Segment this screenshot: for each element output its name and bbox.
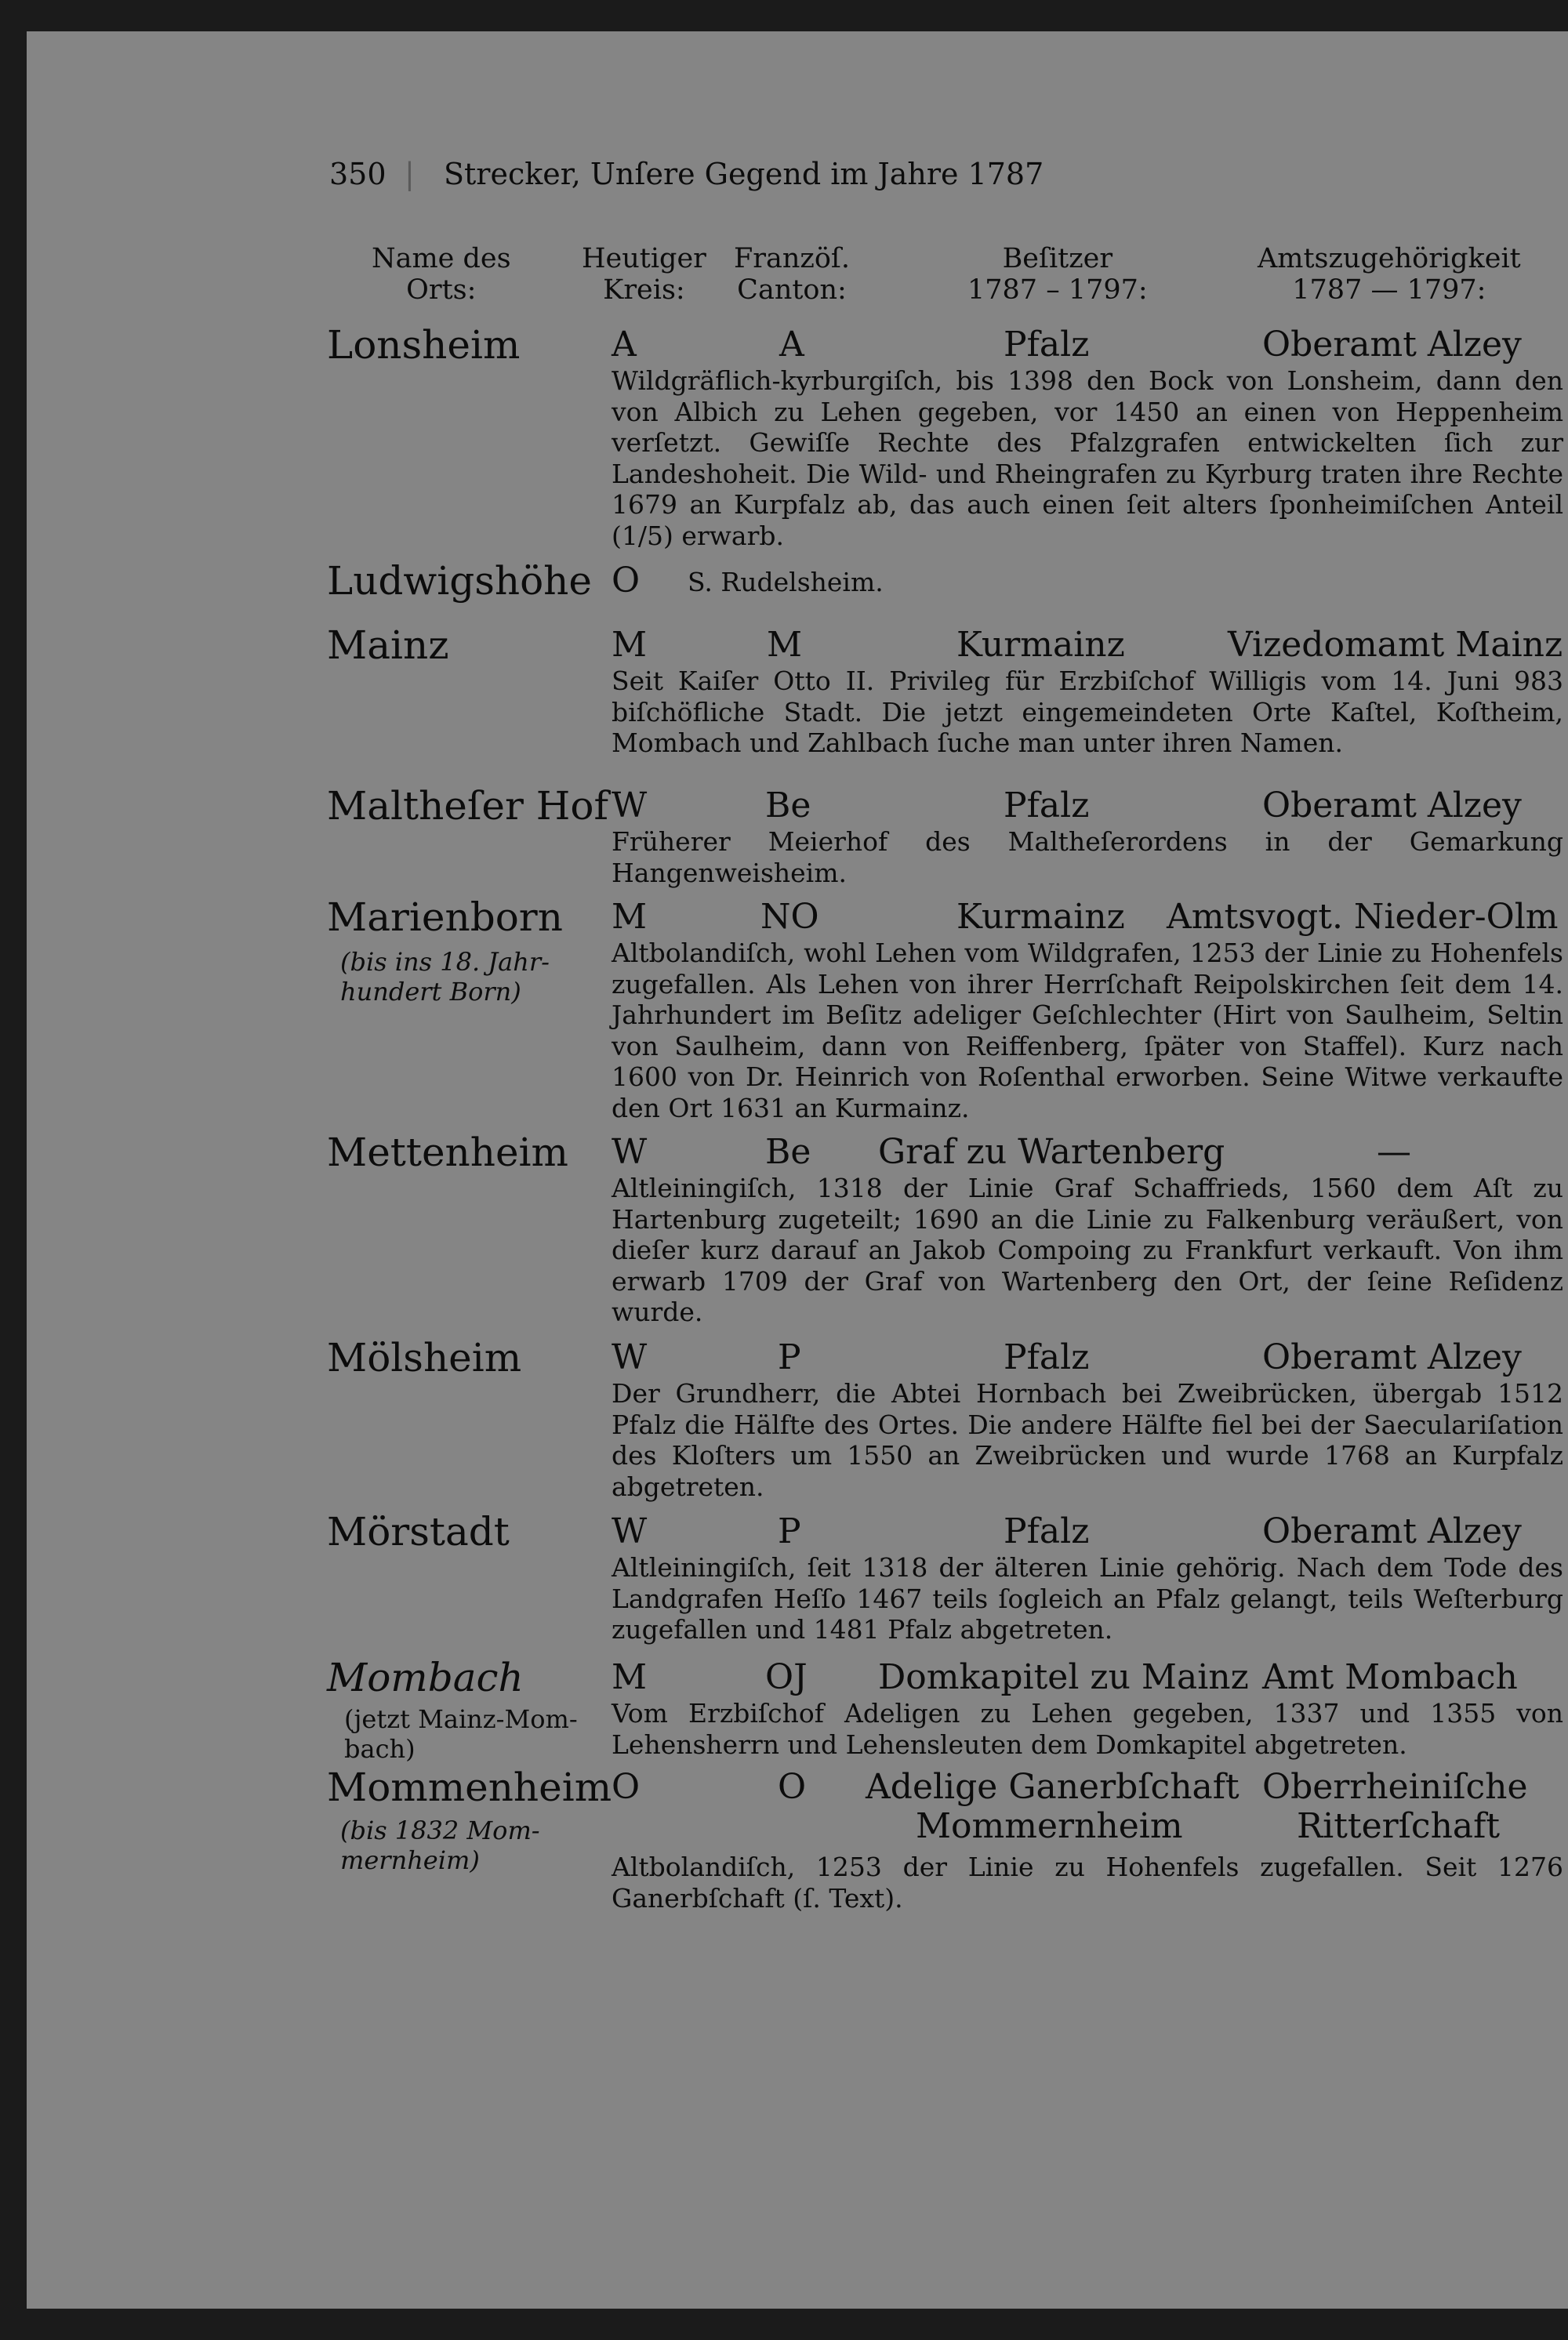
amt-line-2: Ritterſchaft <box>1297 1806 1501 1846</box>
owner: Domkapitel zu Mainz <box>878 1657 1249 1697</box>
owner: Pfalz <box>1004 1511 1090 1551</box>
amt: Oberamt Alzey <box>1262 1511 1522 1551</box>
place-name-note: (bis 1832 Mom- mernheim) <box>340 1816 540 1875</box>
entry-description: Seit Kaiſer Otto II. Privileg für Erzbiſchof Willigis vom 14. Juni 983 biſchöfliche Stadt. Die jetzt eingemeindeten Orte Kaſtel, Koſtheim, Mombach und Zahlbach ſuche man unter ihren Namen. <box>612 666 1563 758</box>
canton: A <box>779 325 804 365</box>
canton: O <box>778 1767 807 1807</box>
canton: P <box>778 1337 801 1377</box>
amt: Oberrheiniſche <box>1262 1767 1528 1807</box>
entry-description: Altbolandiſch, wohl Lehen vom Wildgrafen, 1253 der Linie zu Hohenfels zugefallen. Als Lehen von ihrer Herrſchaft Reipolskirchen ſeit dem 14. Jahrhundert im Beſitz adeliger Geſchlechter (Hirt von Saulheim, Seltin von Saulheim, dann von Reiffenberg, ſpäter von Staffel). Kurz nach 1600 von Dr. Heinrich von Roſenthal erworben. Seine Witwe verkaufte den Ort 1631 an Kurmainz. <box>612 938 1563 1123</box>
place-name-note: (bis ins 18. Jahr- hundert Born) <box>340 947 550 1007</box>
canton: P <box>778 1511 801 1551</box>
place-name: Mommenheim <box>327 1765 612 1810</box>
owner: Pfalz <box>1004 785 1090 825</box>
owner: Graf zu Wartenberg <box>878 1132 1225 1172</box>
place-name: Lonsheim <box>327 322 521 368</box>
place-name: Marienborn <box>327 894 563 940</box>
kreis: M <box>612 1657 648 1697</box>
entry-description: Vom Erzbiſchof Adeligen zu Lehen gegeben, 1337 und 1355 von Lehensherrn und Lehensleuten dem Domkapitel abgetreten. <box>612 1698 1563 1760</box>
kreis: W <box>612 785 648 825</box>
entry-description: Wildgräflich-kyrburgiſch, bis 1398 den Bock von Lonsheim, dann den von Albich zu Lehen gegeben, vor 1450 an einen von Heppenheim verſetzt. Gewiſſe Rechte des Pfalzgrafen entwickelten ſich zur Landeshoheit. Die Wild- und Rheingrafen zu Kyrburg traten ihre Rechte 1679 an Kurpfalz ab, das auch einen ſeit alters ſponheimiſchen Anteil (1/5) erwarb. <box>612 365 1563 551</box>
amt: Vizedomamt Mainz <box>1228 625 1563 665</box>
place-name-note: (jetzt Mainz-Mom- bach) <box>344 1704 578 1764</box>
canton: OJ <box>765 1657 808 1697</box>
place-name: Mainz <box>327 622 449 668</box>
canton: M <box>767 625 803 665</box>
owner: Kurmainz <box>956 625 1125 665</box>
canton: Be <box>765 785 811 825</box>
kreis: A <box>612 325 637 365</box>
owner: Adelige Ganerbſchaft <box>866 1767 1240 1807</box>
canton: NO <box>760 897 819 937</box>
running-header <box>329 157 1044 191</box>
place-name: Mettenheim <box>327 1130 568 1175</box>
amt: Amt Mombach <box>1262 1657 1518 1697</box>
header-separator: | <box>405 157 415 191</box>
entry-description: Altbolandiſch, 1253 der Linie zu Hohenfels zugefallen. Seit 1276 Ganerbſchaft (ſ. Text). <box>612 1852 1563 1914</box>
entry-description: Der Grundherr, die Abtei Hornbach bei Zweibrücken, übergab 1512 Pfalz die Hälfte des Ortes. Die andere Hälfte fiel bei der Saeculariſation des Kloſters um 1550 an Zweibrücken und wurde 1768 an Kurpfalz abgetreten. <box>612 1378 1563 1502</box>
amt: — <box>1377 1132 1411 1172</box>
place-name: Mölsheim <box>327 1335 522 1380</box>
kreis: M <box>612 625 648 665</box>
column-heading-amt: Amtszugehörigkeit 1787 — 1797: <box>1258 243 1521 306</box>
amt: Oberamt Alzey <box>1262 1337 1522 1377</box>
owner-line-2: Mommernheim <box>916 1806 1183 1846</box>
column-heading-name: Name des Orts: <box>372 243 511 306</box>
running-title: Strecker, Unſere Gegend im Jahre 1787 <box>444 157 1044 191</box>
kreis: W <box>612 1511 648 1551</box>
kreis: W <box>612 1132 648 1172</box>
canton: Be <box>765 1132 811 1172</box>
place-name: Maltheſer Hof <box>327 783 608 829</box>
kreis: W <box>612 1337 648 1377</box>
entry-description: Altleiningiſch, 1318 der Linie Graf Schaffrieds, 1560 dem Aſt zu Hartenburg zugeteilt; 1690 an die Linie zu Falkenburg veräußert, von dieſer kurz darauf an Jakob Compoing zu Frankfurt verkauft. Von ihm erwarb 1709 der Graf von Wartenberg den Ort, der ſeine Reſidenz wurde. <box>612 1173 1563 1327</box>
place-name: Mörstadt <box>327 1509 510 1555</box>
entry-description: Altleiningiſch, ſeit 1318 der älteren Linie gehörig. Nach dem Tode des Landgrafen Heſſo 1467 teils ſogleich an Pfalz gelangt, teils Weſterburg zugefallen und 1481 Pfalz abgetreten. <box>612 1552 1563 1645</box>
kreis: O <box>612 561 641 600</box>
book-page <box>27 31 1568 2309</box>
entry-description: Früherer Meierhof des Maltheſerordens in der Gemarkung Hangenweisheim. <box>612 826 1563 888</box>
kreis: O <box>612 1767 641 1807</box>
entry-description: S. Rudelsheim. <box>688 567 884 597</box>
kreis: M <box>612 897 648 937</box>
column-heading-owner: Beſitzer 1787 – 1797: <box>967 243 1148 306</box>
column-heading-kreis: Heutiger Kreis: <box>582 243 706 306</box>
place-name: Mombach <box>327 1655 524 1700</box>
place-name: Ludwigshöhe <box>327 558 592 604</box>
page-number: 350 <box>329 157 387 191</box>
amt: Oberamt Alzey <box>1262 325 1522 365</box>
owner: Kurmainz <box>956 897 1125 937</box>
owner: Pfalz <box>1004 1337 1090 1377</box>
amt: Amtsvogt. Nieder-Olm <box>1167 897 1559 937</box>
owner: Pfalz <box>1004 325 1090 365</box>
column-heading-canton: Franzöſ. Canton: <box>734 243 851 306</box>
amt: Oberamt Alzey <box>1262 785 1522 825</box>
